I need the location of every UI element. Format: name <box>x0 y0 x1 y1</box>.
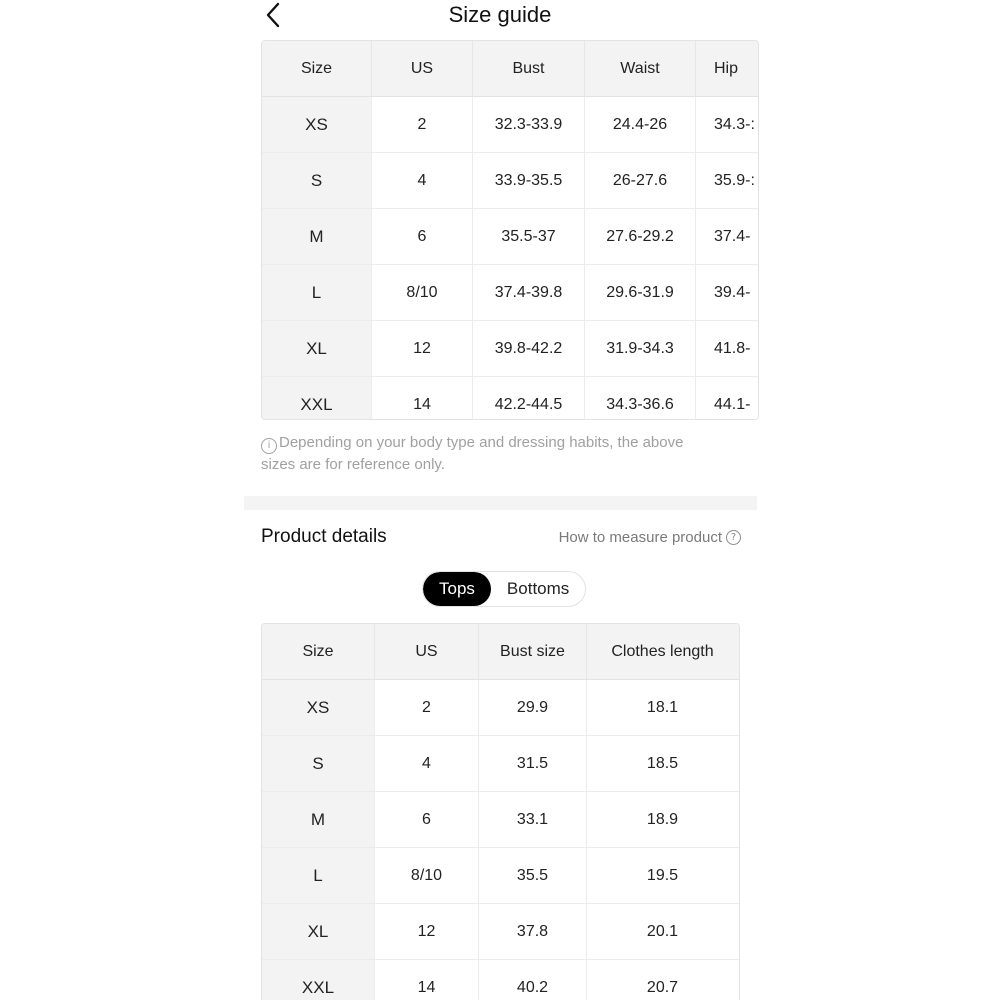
product-details-title: Product details <box>261 526 387 547</box>
table-cell: 18.1 <box>646 698 679 716</box>
table-cell: 44.1- <box>696 377 759 420</box>
table-cell: 39.4- <box>696 265 759 320</box>
tab-tops[interactable]: Tops <box>423 572 491 606</box>
product-type-tabs <box>422 571 586 607</box>
table-cell: 18.5 <box>646 754 679 772</box>
table-cell: 31.9-34.3 <box>585 321 696 376</box>
chevron-left-icon <box>265 2 281 28</box>
table-cell: 6 <box>372 209 473 264</box>
column-header: US <box>372 41 473 96</box>
back-button[interactable] <box>258 0 288 30</box>
table-row <box>262 209 758 265</box>
table-cell: 42.2-44.5 <box>473 377 585 420</box>
table-cell: 4 <box>372 153 473 208</box>
question-circle-icon: ? <box>726 530 741 545</box>
table-cell: 14 <box>375 960 479 1000</box>
table-cell: 12 <box>372 321 473 376</box>
table-cell: 8/10 <box>375 848 479 903</box>
table-cell: 37.4-39.8 <box>473 265 585 320</box>
table-row <box>262 321 758 377</box>
table-row <box>262 960 739 1000</box>
table-row <box>262 153 758 209</box>
table-row <box>262 680 739 736</box>
page-title: Size guide <box>448 2 552 27</box>
column-header: Clothes length <box>611 642 714 660</box>
table-cell: 35.9-: <box>696 153 759 208</box>
table-cell: 34.3-: <box>696 97 759 152</box>
size-disclaimer <box>261 432 721 476</box>
size-label-cell: XL <box>262 904 375 959</box>
size-label-cell: M <box>262 792 375 847</box>
table-row <box>262 736 739 792</box>
table-cell: 34.3-36.6 <box>585 377 696 420</box>
table-cell: 20.7 <box>646 978 679 996</box>
table-cell: 20.1 <box>646 922 679 940</box>
table-cell: 39.8-42.2 <box>473 321 585 376</box>
table-row <box>262 97 758 153</box>
table-cell: 18.9 <box>646 810 679 828</box>
disclaimer-text: Depending on your body type and dressing habits, the above sizes are for reference only. <box>261 434 684 473</box>
size-label-cell: M <box>262 209 372 264</box>
column-header: Bust size <box>479 624 587 679</box>
size-label-cell: XS <box>262 680 375 735</box>
table-cell: 19.5 <box>646 866 679 884</box>
table-header-row <box>262 41 758 97</box>
size-label-cell: XXL <box>262 377 372 420</box>
size-label-cell: S <box>262 153 372 208</box>
column-header: Size <box>262 624 375 679</box>
table-cell: 37.8 <box>479 904 587 959</box>
table-cell: 24.4-26 <box>585 97 696 152</box>
table-cell: 37.4- <box>696 209 759 264</box>
table-cell: 40.2 <box>479 960 587 1000</box>
table-row <box>262 377 758 420</box>
table-cell: 14 <box>372 377 473 420</box>
table-cell: 8/10 <box>372 265 473 320</box>
column-header: Waist <box>585 41 696 96</box>
table-cell: 4 <box>375 736 479 791</box>
table-cell: 41.8- <box>696 321 759 376</box>
table-cell: 2 <box>375 680 479 735</box>
column-header: US <box>375 624 479 679</box>
size-label-cell: L <box>262 848 375 903</box>
table-row <box>262 265 758 321</box>
size-label-cell: S <box>262 736 375 791</box>
table-cell: 29.6-31.9 <box>585 265 696 320</box>
table-cell: 2 <box>372 97 473 152</box>
size-label-cell: XS <box>262 97 372 152</box>
table-cell: 33.9-35.5 <box>473 153 585 208</box>
column-header: Bust <box>473 41 585 96</box>
product-table[interactable] <box>261 623 740 1000</box>
table-cell: 27.6-29.2 <box>585 209 696 264</box>
table-cell: 29.9 <box>479 680 587 735</box>
size-table[interactable] <box>261 40 759 420</box>
table-cell: 26-27.6 <box>585 153 696 208</box>
table-row <box>262 904 739 960</box>
info-icon: i <box>261 438 277 454</box>
table-row <box>262 792 739 848</box>
column-header: Hip <box>696 41 759 96</box>
table-cell: 33.1 <box>479 792 587 847</box>
size-label-cell: XXL <box>262 960 375 1000</box>
column-header: Size <box>262 41 372 96</box>
size-label-cell: L <box>262 265 372 320</box>
size-label-cell: XL <box>262 321 372 376</box>
table-cell: 35.5-37 <box>473 209 585 264</box>
table-cell: 6 <box>375 792 479 847</box>
table-cell: 12 <box>375 904 479 959</box>
table-cell: 31.5 <box>479 736 587 791</box>
how-to-measure-link[interactable] <box>559 529 741 546</box>
table-row <box>262 848 739 904</box>
how-to-measure-label: How to measure product <box>558 529 722 546</box>
tab-bottoms[interactable]: Bottoms <box>506 579 570 598</box>
table-cell: 32.3-33.9 <box>473 97 585 152</box>
table-cell: 35.5 <box>479 848 587 903</box>
table-header-row <box>262 624 739 680</box>
section-divider <box>244 496 757 510</box>
